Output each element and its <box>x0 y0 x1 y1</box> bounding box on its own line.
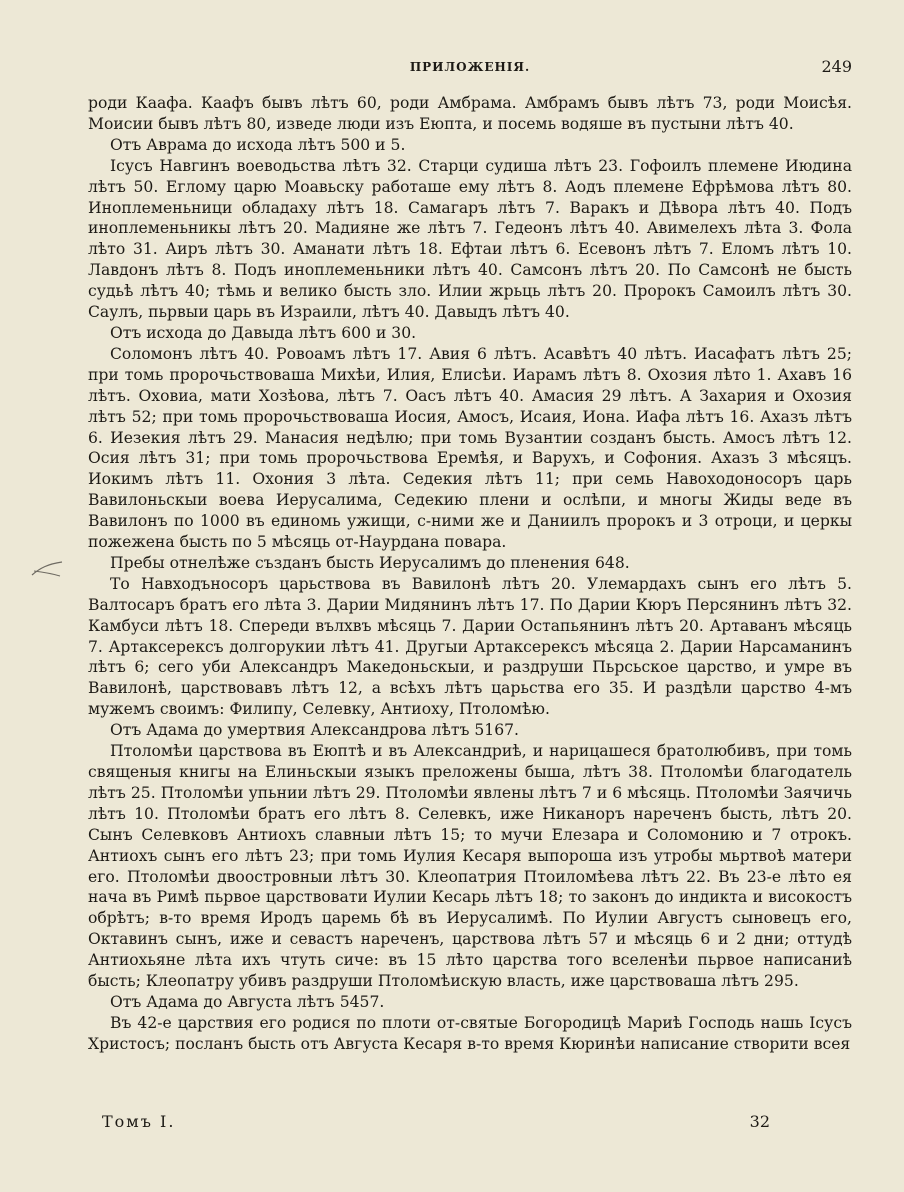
printer-signature: 32 <box>749 1112 770 1131</box>
paragraph: Птоломѣи царствова въ Еюптѣ и въ Александриѣ, и нарицашеся братолюбивъ, при томь священыя книгы на Елиньскыи языкъ преложены быша, лѣтъ 38. Птоломѣи благодатель лѣтъ 25. Птоломѣи упьнии лѣтъ 29. Птоломѣи явлены лѣтъ 7 и 6 мѣсяць. Птоломѣи Заячичь лѣтъ 10. Птоломѣи братъ его лѣтъ 8. Селевкъ, иже Никаноръ нареченъ бысть, лѣтъ 20. Сынъ Селевковъ Антиохъ славныи лѣтъ 15; то мучи Елезара и Соломонию и 7 отрокъ. Антиохъ сынъ его лѣтъ 23; при томь Иулия Кесаря выпороша изъ утробы мьртвоѣ матери его. Птоломѣи двоостровныи лѣтъ 30. Клеопатрия Птоиломѣева лѣтъ 22. Въ 23-е лѣто ея нача въ Римѣ пьрвое царствовати Иулии Кесарь лѣтъ 18; то законъ до индикта и високостъ обрѣтъ; в-то время Иродъ царемь бѣ въ Иерусалимѣ. По Иулии Августъ сыновецъ его, Октавинъ сынъ, иже и севастъ нареченъ, царствова лѣтъ 57 и мѣсяць 6 и 2 дни; оттудѣ Антиохьяне лѣта ихъ чтуть сиче: въ 15 лѣто царства того вселенѣи пьрвое написаниѣ бысть; Клеопатру убивъ раздруши Птоломѣискую власть, иже царствоваша лѣтъ 295. <box>88 742 852 991</box>
page-header <box>88 57 852 84</box>
paragraph: Отъ Адама до умертвия Александрова лѣтъ 5167. <box>110 721 520 740</box>
page-body <box>88 93 852 1055</box>
paragraph: Ісусъ Навгинъ воеводьства лѣтъ 32. Старци судиша лѣтъ 23. Гофоилъ племене Июдина лѣтъ 50. Еглому царю Моавьску работаше ему лѣтъ 8. Аодъ племене Ефрѣмова лѣтъ 80. Иноплеменьници обладаху лѣтъ 18. Самагаръ лѣтъ 7. Варакъ и Дѣвора лѣтъ 40. Подъ иноплеменьникы лѣтъ 20. Мадияне же лѣтъ 7. Гедеонъ лѣтъ 40. Авимелехъ лѣта 3. Фола лѣто 31. Аиръ лѣтъ 30. Аманати лѣтъ 18. Ефтаи лѣтъ 6. Есевонъ лѣтъ 7. Еломъ лѣтъ 10. Лавдонъ лѣтъ 8. Подъ иноплеменьники лѣтъ 40. Самсонъ лѣтъ 20. По Самсонѣ не бысть судьѣ лѣтъ 40; тѣмь и велико бысть зло. Илии жрьць лѣтъ 20. Пророкъ Самоилъ лѣтъ 30. Саулъ, пьрвыи царь въ Израили, лѣтъ 40. Давыдъ лѣтъ 40. <box>88 156 852 322</box>
page-number: 249 <box>821 57 852 76</box>
page-footer <box>88 1112 852 1136</box>
pencil-margin-mark-icon <box>30 560 64 578</box>
paragraph: Соломонъ лѣтъ 40. Ровоамъ лѣтъ 17. Авия 6 лѣтъ. Асавѣтъ 40 лѣтъ. Иасафатъ лѣтъ 25; при томь пророчьствоваша Михѣи, Илия, Елисѣи. Иарамъ лѣтъ 8. Охозия лѣто 1. Ахавъ 16 лѣтъ. Оховиа, мати Хозѣова, лѣтъ 7. Оасъ лѣтъ 40. Амасия 29 лѣтъ. А Захария и Охозия лѣтъ 52; при томь пророчьствоваша Иосия, Амосъ, Исаия, Иона. Иафа лѣтъ 16. Ахазъ лѣтъ 6. Иезекия лѣтъ 29. Манасия недѣлю; при томь Вузантии созданъ бысть. Амосъ лѣтъ 12. Осия лѣтъ 31; при томь пророчьствова Еремѣя, и Варухъ, и Софония. Ахазъ 3 мѣсяцъ. Иокимъ лѣтъ 11. Охония 3 лѣта. Седекия лѣтъ 11; при семь Навоходоносоръ царь Вавилоньскыи воева Иерусалима, Седекию плени и ослѣпи, и многы Жиды веде въ Вавилонъ по 1000 въ единомь ужищи, с-ними же и Даниилъ пророкъ и 3 отроци, и церкы пожежена бысть по 5 мѣсяць от-Наурдана повара. <box>88 344 852 552</box>
paragraph: Отъ Аврама до исхода лѣтъ 500 и 5. <box>110 135 406 154</box>
paragraph: Отъ Адама до Августа лѣтъ 5457. <box>110 992 385 1011</box>
paragraph: роди Каафа. Каафъ бывъ лѣтъ 60, роди Амбрама. Амбрамъ бывъ лѣтъ 73, роди Моисѣя. Моисии бывъ лѣтъ 80, изведе люди изъ Еюпта, и посемь водяше въ пустыни лѣтъ 40. <box>88 94 852 133</box>
paragraph: Отъ исхода до Давыда лѣтъ 600 и 30. <box>110 323 417 342</box>
running-title: ПРИЛОЖЕНІЯ. <box>409 60 531 74</box>
paragraph: То Навходъносоръ царьствова въ Вавилонѣ лѣтъ 20. Улемардахъ сынъ его лѣтъ 5. Валтосаръ братъ его лѣта 3. Дарии Мидянинъ лѣтъ 17. По Дарии Кюръ Персянинъ лѣтъ 32. Камбуси лѣтъ 18. Спереди вълхвъ мѣсяць 7. Дарии Остапьянинъ лѣтъ 20. Артаванъ мѣсяць 7. Артаксерексъ долгорукии лѣтъ 41. Другыи Артаксерексъ мѣсяца 2. Дарии Нарсаманинъ лѣтъ 6; сего уби Александръ Македоньскыи, и раздруши Пьрсьское царство, и умре въ Вавилонѣ, царствовавъ лѣтъ 12, а всѣхъ лѣтъ царьства его 35. И раздѣли царство 4-мъ мужемъ своимъ: Филипу, Селевку, Антиоху, Птоломѣю. <box>88 574 852 719</box>
volume-label: Томъ I. <box>102 1112 176 1131</box>
paragraph: Въ 42-е царствия его родися по плоти от-святые Богородицѣ Мариѣ Господь нашь Ісусъ Христосъ; посланъ бысть отъ Августа Кесаря в-то время Кюринѣи написание створити всея <box>88 1013 852 1053</box>
paragraph: Пребы отнелѣже създанъ бысть Иерусалимъ до пленения 648. <box>110 553 630 572</box>
